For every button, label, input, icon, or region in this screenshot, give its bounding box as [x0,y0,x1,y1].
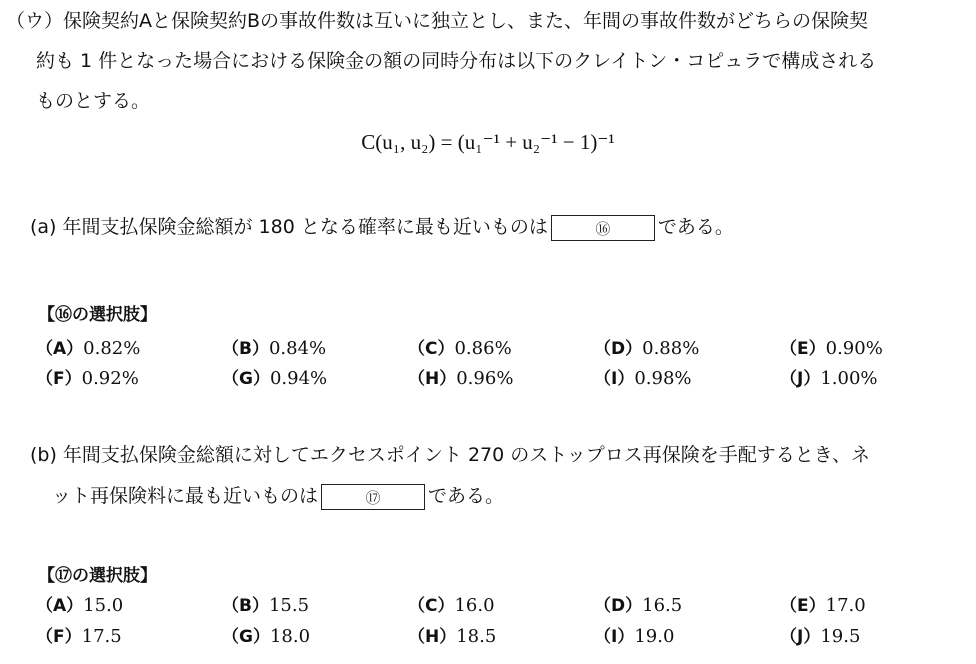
choice-option[interactable] [780,622,860,647]
choice-value: 16.0 [454,595,495,616]
choice-value: 0.88% [642,338,700,359]
choice-option[interactable] [780,334,883,359]
choice-label: （G） [222,369,270,389]
choice-option[interactable] [222,591,309,616]
formula-text: C(u₁, u₂) = (u₁⁻¹ + u₂⁻¹ − 1)⁻¹ [361,130,615,154]
choice-value: 0.94% [269,368,328,389]
choice-option[interactable] [36,334,140,359]
choices-b-header: 【⑰の選択肢】 [38,566,157,586]
intro-line-2: 約も 1 件となった場合における保険金の額の同時分布は以下のクレイトン・コピュラで構成される [36,50,877,72]
choice-label: （J） [780,369,821,389]
question-b-suffix: である。 [428,485,505,507]
choice-option[interactable] [780,591,866,616]
question-b-line-2 [52,481,504,511]
intro-line-1: （ウ）保険契約Aと保険契約Bの事故件数は互いに独立とし、また、年間の事故件数がどちらの保険契 [6,10,869,32]
choice-label: （F） [36,627,82,647]
choice-option[interactable] [780,364,878,389]
choice-option[interactable] [222,622,310,647]
choice-option[interactable] [408,364,513,389]
answer-box-17[interactable]: ⑰ [321,484,425,510]
choice-option[interactable] [594,364,692,389]
choice-value: 18.5 [456,626,497,647]
choice-option[interactable] [222,364,327,389]
choice-value: 0.98% [634,368,692,389]
choice-label: （I） [594,369,635,389]
intro-line-3: ものとする。 [36,90,151,112]
choice-label: （C） [408,339,455,359]
choice-label: （D） [594,339,643,359]
choice-option[interactable] [36,591,123,616]
choice-option[interactable] [408,622,496,647]
question-a [30,212,734,242]
choice-option[interactable] [222,334,326,359]
choice-value: 18.0 [269,626,311,647]
choice-label: （H） [408,369,457,389]
choice-value: 17.0 [825,595,866,616]
choice-label: （H） [408,627,457,647]
choice-value: 19.5 [820,626,861,647]
choice-value: 16.5 [642,595,683,616]
choice-option[interactable] [36,622,122,647]
choice-option[interactable] [408,591,495,616]
choice-option[interactable] [408,334,512,359]
question-b-prefix: ット再保険料に最も近いものは [52,485,319,507]
choice-value: 17.5 [81,626,122,647]
choice-value: 15.5 [268,595,310,616]
choice-label: （B） [222,596,269,616]
question-b-line-1: (b) 年間支払保険金総額に対してエクセスポイント 270 のストップロス再保険を手配するとき、ネ [30,444,870,466]
choice-value: 19.0 [634,626,675,647]
choice-label: （D） [594,596,643,616]
choice-value: 0.92% [81,368,139,389]
clayton-copula-formula [0,130,976,155]
choice-label: （B） [222,339,269,359]
choice-value: 0.86% [454,338,512,359]
choice-value: 15.0 [83,595,124,616]
choice-label: （A） [36,596,84,616]
question-a-prefix: (a) 年間支払保険金総額が 180 となる確率に最も近いものは [30,216,548,238]
choice-value: 1.00% [820,368,878,389]
question-a-suffix: である。 [657,216,734,238]
choice-option[interactable] [594,622,674,647]
choice-label: （E） [780,339,826,359]
choice-label: （C） [408,596,455,616]
choices-a-header: 【⑯の選択肢】 [38,305,157,325]
choice-value: 0.82% [83,338,141,359]
choice-label: （I） [594,627,635,647]
choice-value: 0.96% [456,368,514,389]
choice-option[interactable] [594,591,682,616]
choice-option[interactable] [36,364,139,389]
choice-option[interactable] [594,334,699,359]
choice-value: 0.84% [268,338,327,359]
choice-label: （E） [780,596,826,616]
choice-label: （F） [36,369,82,389]
choice-label: （J） [780,627,821,647]
choice-label: （A） [36,339,84,359]
choice-value: 0.90% [825,338,883,359]
choice-label: （G） [222,627,270,647]
answer-box-16[interactable]: ⑯ [551,215,655,241]
